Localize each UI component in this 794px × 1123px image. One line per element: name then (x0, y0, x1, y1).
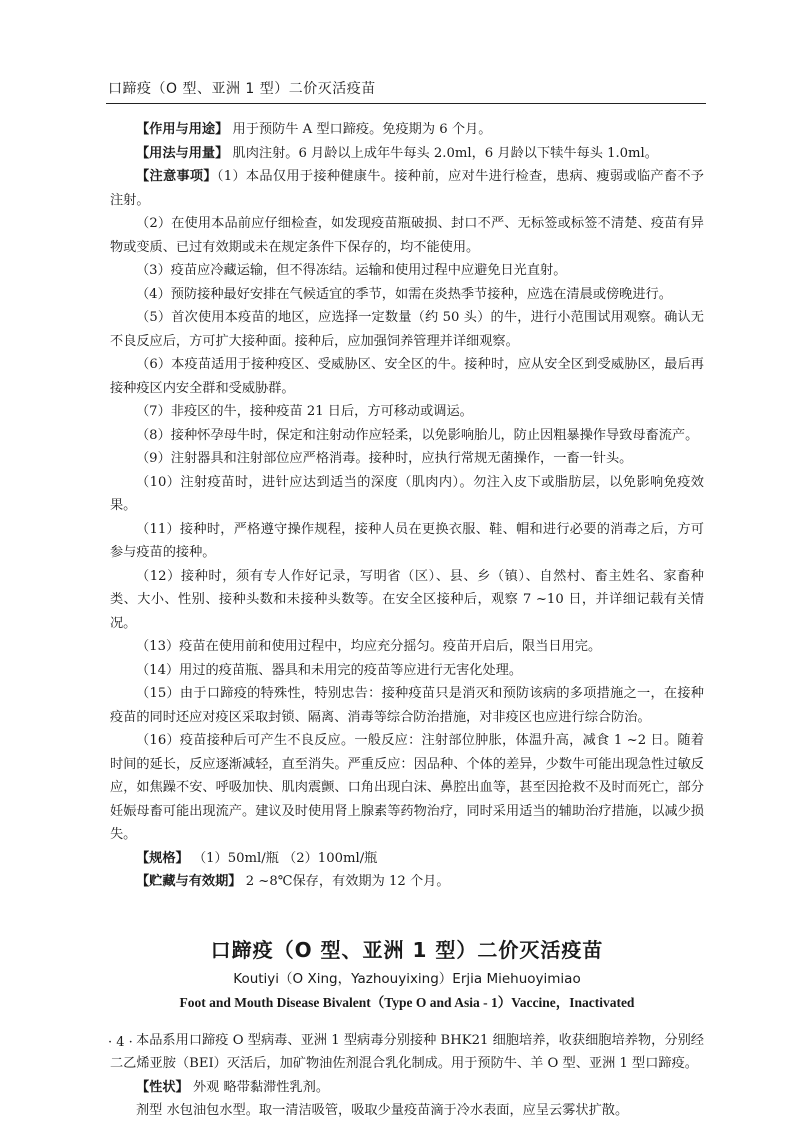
storage-text: 2 ~8℃保存，有效期为 12 个月。 (245, 874, 450, 889)
note-item: （10）注射疫苗时，进针应达到适当的深度（肌肉内）。勿注入皮下或脂肪层，以免影响免疫效果。 (110, 474, 704, 513)
note-item: （6）本疫苗适用于接种疫区、受威胁区、安全区的牛。接种时，应从安全区到受威胁区，最后再接种疫区内安全群和受威胁群。 (110, 357, 704, 396)
notes-label: 【注意事项】 (136, 169, 217, 184)
properties-paragraph (110, 1076, 704, 1100)
note-item: （13）疫苗在使用前和使用过程中，均应充分摇匀。疫苗开启后，限当日用完。 (136, 639, 602, 654)
section-title-chinese: 口蹄疫（O 型、亚洲 1 型）二价灭活疫苗 (210, 937, 604, 962)
note-item: （7）非疫区的牛，接种疫苗 21 日后，方可移动或调运。 (136, 404, 473, 419)
note-1-text: （1）本品仅用于接种健康牛。接种前，应对牛进行检查，患病、瘦弱或临产畜不予注射。 (110, 169, 704, 208)
note-item: （3）疫苗应冷藏运输，但不得冻结。运输和使用过程中应避免日光直射。 (136, 263, 567, 278)
intro-paragraph: 本品系用口蹄疫 O 型病毒、亚洲 1 型病毒分别接种 BHK21 细胞培养，收获细胞培养物，分别经二乙烯亚胺（BEI）灭活后，加矿物油佐剂混合乳化制成。用于预防牛、羊 O 型、亚洲 1 型口蹄疫。 (110, 1032, 704, 1071)
use-paragraph (110, 118, 704, 142)
dosage-text: 肌肉注射。6 月龄以上成年牛每头 2.0ml，6 月龄以下犊牛每头 1.0ml。 (232, 145, 658, 161)
note-item: （5）首次使用本疫苗的地区，应选择一定数量（约 50 头）的牛，进行小范围试用观察。确认无不良反应后，方可扩大接种面。接种后，应加强饲养管理并详细观察。 (110, 310, 704, 349)
page-number: · 4 · (108, 1035, 133, 1050)
page-body (110, 118, 704, 1123)
use-text: 用于预防牛 A 型口蹄疫。免疫期为 6 个月。 (232, 122, 492, 137)
section-gap (110, 894, 704, 933)
title-gap (110, 1015, 704, 1029)
spec-paragraph (110, 847, 704, 871)
storage-label: 【贮藏与有效期】 (136, 874, 242, 889)
note-item: （8）接种怀孕母牛时，保定和注射动作应轻柔，以免影响胎儿，防止因粗暴操作导致母畜流产。 (136, 427, 699, 443)
note-item: （16）疫苗接种后可产生不良反应。一般反应：注射部位肿胀，体温升高，减食 1 ~2 日。随着时间的延长，反应逐渐减轻，直至消失。严重反应：因品种、个体的差异，少数牛可能出现急性过敏反应，如焦躁不安、呼吸加快、肌肉震颤、口角出现白沫、鼻腔出血等，甚至因抢救不及时而死亡，部分妊娠母畜可能出现流产。建议及时使用肾上腺素等药物治疗，同时采用适当的辅助治疗措施，以减少损失。 (110, 733, 704, 842)
section-title-pinyin: Koutiyi（O Xing，Yazhouyixing）Erjia Miehuoyimiao (233, 970, 581, 987)
note-item: （14）用过的疫苗瓶、器具和未用完的疫苗等应进行无害化处理。 (136, 662, 523, 678)
running-header-title: 口蹄疫（O 型、亚洲 1 型）二价灭活疫苗 (108, 81, 376, 97)
properties-label: 【性状】 (136, 1079, 189, 1095)
properties-text: 外观 略带黏滞性乳剂。 (192, 1079, 330, 1095)
note-item: （12）接种时，须有专人作好记录，写明省（区）、县、乡（镇）、自然村、畜主姓名、家畜种类、大小、性别、接种头数和未接种头数等。在安全区接种后，观察 7 ~10 日，并详细记载有关情况。 (110, 568, 704, 631)
header-divider (106, 103, 706, 104)
spec-label: 【规格】 (136, 850, 189, 866)
note-item: （4）预防接种最好安排在气候适宜的季节，如需在炎热季节接种，应选在清晨或傍晚进行。 (136, 286, 672, 302)
note-item: （2）在使用本品前应仔细检查，如发现疫苗瓶破损、封口不严、无标签或标签不清楚、疫苗有异物或变质、已过有效期或未在规定条件下保存的，均不能使用。 (110, 216, 704, 255)
storage-paragraph (110, 870, 704, 894)
section-title-english: Foot and Mouth Disease Bivalent（Type O and Asia - 1）Vaccine，Inactivated (179, 994, 635, 1010)
note-item: （9）注射器具和注射部位应严格消毒。接种时，应执行常规无菌操作，一畜一针头。 (136, 451, 633, 466)
spec-text: （1）50ml/瓶 （2）100ml/瓶 (192, 850, 378, 866)
notes-paragraph (110, 165, 704, 212)
dosage-form-paragraph: 剂型 水包油包水型。取一清洁吸管，吸取少量疫苗滴于冷水表面，应呈云雾状扩散。 (136, 1103, 629, 1118)
use-label: 【作用与用途】 (136, 122, 229, 137)
note-item: （11）接种时，严格遵守操作规程，接种人员在更换衣服、鞋、帽和进行必要的消毒之后，方可参与疫苗的接种。 (110, 521, 704, 560)
note-item: （15）由于口蹄疫的特殊性，特别忠告：接种疫苗只是消灭和预防该病的多项措施之一，在接种疫苗的同时还应对疫区采取封锁、隔离、消毒等综合防治措施，对非疫区也应进行综合防治。 (110, 686, 704, 725)
dosage-paragraph (110, 142, 704, 166)
dosage-label: 【用法与用量】 (136, 145, 229, 161)
